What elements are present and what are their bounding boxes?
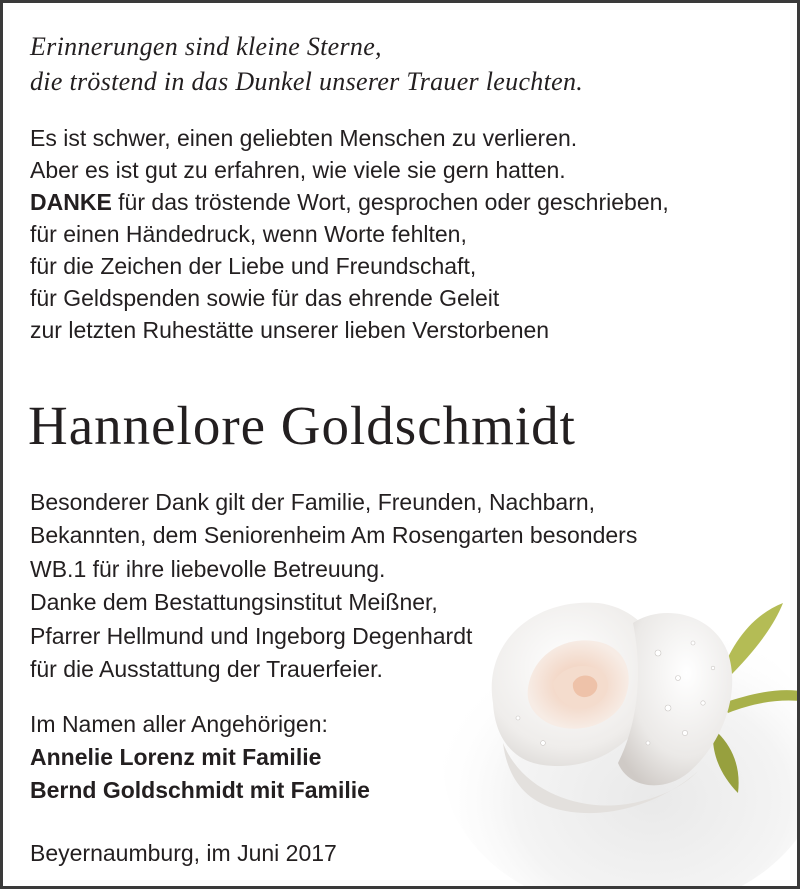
body-line-2: Aber es ist gut zu erfahren, wie viele sie gern hatten.: [30, 157, 566, 183]
body-line-4: für einen Händedruck, wenn Worte fehlten,: [30, 221, 467, 247]
body-line-1: Es ist schwer, einen geliebten Menschen zu verlieren.: [30, 125, 578, 151]
thanks-line-6: für die Ausstattung der Trauerfeier.: [30, 656, 383, 683]
signature-name-1: Annelie Lorenz mit Familie: [30, 744, 322, 770]
motto-line-1: Erinnerungen sind kleine Sterne,: [30, 32, 382, 61]
signature-block: [30, 708, 370, 807]
danke-bold: DANKE: [30, 189, 112, 215]
thanks-line-4: Danke dem Bestattungsinstitut Meißner,: [30, 589, 438, 616]
motto-line-2: die tröstend in das Dunkel unserer Trauer leuchten.: [30, 67, 584, 96]
body-line-7: zur letzten Ruhestätte unserer lieben Verstorbenen: [30, 317, 550, 343]
body-line-6: für Geldspenden sowie für das ehrende Geleit: [30, 285, 500, 311]
thanks-line-5: Pfarrer Hellmund und Ingeborg Degenhardt: [30, 622, 473, 649]
thanks-line-2: Bekannten, dem Seniorenheim Am Rosengarten besonders: [30, 522, 638, 549]
thanks-line-1: Besonderer Dank gilt der Familie, Freunden, Nachbarn,: [30, 489, 596, 515]
body-line-5: für die Zeichen der Liebe und Freundschaft,: [30, 253, 477, 279]
signature-name-2: Bernd Goldschmidt mit Familie: [30, 777, 370, 803]
signature-intro: Im Namen aller Angehörigen:: [30, 711, 328, 737]
place-and-date: Beyernaumburg, im Juni 2017: [30, 840, 337, 866]
danke-rest: für das tröstende Wort, gesprochen oder geschrieben,: [111, 189, 669, 215]
gratitude-text: [30, 122, 669, 346]
motto-verse: [30, 29, 583, 99]
deceased-name: Hannelore Goldschmidt: [28, 395, 576, 456]
thanks-line-3: WB.1 für ihre liebevolle Betreuung.: [30, 555, 386, 582]
body-line-3: [30, 186, 669, 218]
special-thanks: [30, 486, 637, 686]
